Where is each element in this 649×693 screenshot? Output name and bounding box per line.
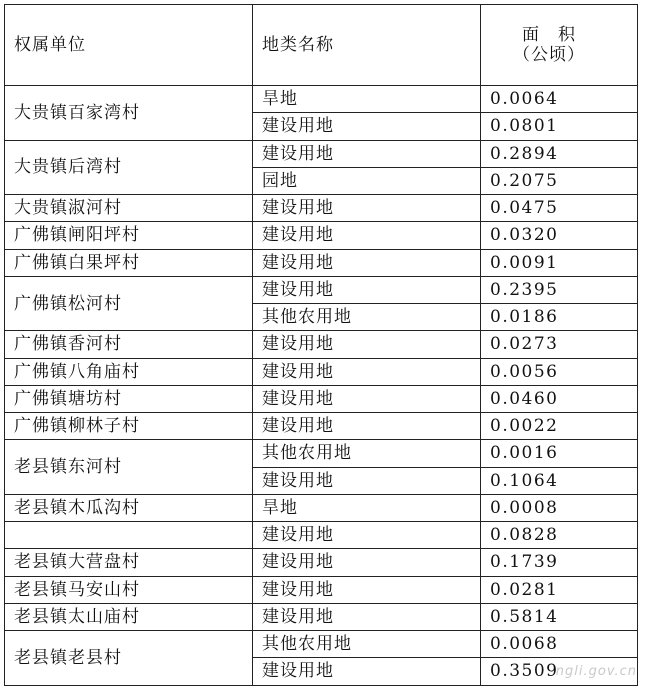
area-cell: 0.0064	[481, 86, 638, 113]
land-type-cell: 旱地	[253, 494, 481, 521]
table-row	[5, 413, 638, 440]
land-type-cell: 建设用地	[253, 549, 481, 576]
owner-cell: 老县镇大营盘村	[5, 549, 253, 576]
land-type-cell: 建设用地	[253, 576, 481, 603]
area-cell: 0.0801	[481, 113, 638, 140]
owner-cell: 老县镇马安山村	[5, 576, 253, 603]
area-cell: 0.1739	[481, 549, 638, 576]
owner-cell: 大贵镇淑河村	[5, 195, 253, 222]
land-type-cell: 建设用地	[253, 222, 481, 249]
land-type-cell: 建设用地	[253, 249, 481, 276]
owner-cell: 老县镇东河村	[5, 440, 253, 495]
header-area-unit: （公顷）	[513, 45, 585, 65]
land-type-cell: 建设用地	[253, 385, 481, 412]
table-row	[5, 140, 638, 167]
area-cell: 0.0056	[481, 358, 638, 385]
owner-cell: 广佛镇香河村	[5, 331, 253, 358]
table-row	[5, 86, 638, 113]
area-cell: 0.0475	[481, 195, 638, 222]
area-cell: 0.0022	[481, 413, 638, 440]
header-area-label: 面 积	[522, 25, 576, 45]
land-type-cell: 建设用地	[253, 522, 481, 549]
land-type-cell: 建设用地	[253, 603, 481, 630]
land-area-table	[4, 4, 638, 686]
area-cell: 0.3509	[481, 658, 638, 685]
area-cell: 0.5814	[481, 603, 638, 630]
table-row	[5, 494, 638, 521]
area-cell: 0.0828	[481, 522, 638, 549]
table-row	[5, 549, 638, 576]
table-row	[5, 631, 638, 658]
table-row	[5, 576, 638, 603]
area-cell: 0.2894	[481, 140, 638, 167]
owner-cell: 广佛镇白果坪村	[5, 249, 253, 276]
land-type-cell: 其他农用地	[253, 440, 481, 467]
table-row	[5, 276, 638, 303]
area-cell: 0.2075	[481, 167, 638, 194]
owner-cell	[5, 522, 253, 549]
area-cell: 0.0091	[481, 249, 638, 276]
area-cell: 0.0008	[481, 494, 638, 521]
land-type-cell: 建设用地	[253, 413, 481, 440]
area-cell: 0.0273	[481, 331, 638, 358]
owner-cell: 大贵镇后湾村	[5, 140, 253, 195]
land-type-cell: 建设用地	[253, 276, 481, 303]
area-cell: 0.0281	[481, 576, 638, 603]
table-row	[5, 603, 638, 630]
header-area	[481, 5, 638, 86]
owner-cell: 老县镇木瓜沟村	[5, 494, 253, 521]
table-row	[5, 522, 638, 549]
owner-cell: 广佛镇八角庙村	[5, 358, 253, 385]
table-row	[5, 385, 638, 412]
table-row	[5, 195, 638, 222]
table-row	[5, 222, 638, 249]
area-cell: 0.2395	[481, 276, 638, 303]
table-row	[5, 249, 638, 276]
owner-cell: 广佛镇柳林子村	[5, 413, 253, 440]
header-owner: 权属单位	[5, 5, 253, 86]
land-type-cell: 园地	[253, 167, 481, 194]
owner-cell: 广佛镇松河村	[5, 276, 253, 331]
area-cell: 0.0068	[481, 631, 638, 658]
land-type-cell: 旱地	[253, 86, 481, 113]
area-cell: 0.0186	[481, 304, 638, 331]
table-row	[5, 358, 638, 385]
area-cell: 0.0460	[481, 385, 638, 412]
watermark: ngli.gov.cn	[555, 664, 637, 679]
land-type-cell: 建设用地	[253, 195, 481, 222]
owner-cell: 广佛镇闸阳坪村	[5, 222, 253, 249]
table-row	[5, 440, 638, 467]
table-header-row	[5, 5, 638, 86]
land-type-cell: 建设用地	[253, 113, 481, 140]
land-type-cell: 其他农用地	[253, 304, 481, 331]
land-type-cell: 建设用地	[253, 658, 481, 685]
owner-cell: 大贵镇百家湾村	[5, 86, 253, 141]
land-type-cell: 建设用地	[253, 331, 481, 358]
land-type-cell: 建设用地	[253, 358, 481, 385]
header-land-type: 地类名称	[253, 5, 481, 86]
owner-cell: 老县镇老县村	[5, 631, 253, 686]
area-cell: 0.0320	[481, 222, 638, 249]
area-cell: 0.0016	[481, 440, 638, 467]
table-row	[5, 331, 638, 358]
area-cell: 0.1064	[481, 467, 638, 494]
land-type-cell: 其他农用地	[253, 631, 481, 658]
land-type-cell: 建设用地	[253, 140, 481, 167]
owner-cell: 老县镇太山庙村	[5, 603, 253, 630]
land-type-cell: 建设用地	[253, 467, 481, 494]
owner-cell: 广佛镇塘坊村	[5, 385, 253, 412]
